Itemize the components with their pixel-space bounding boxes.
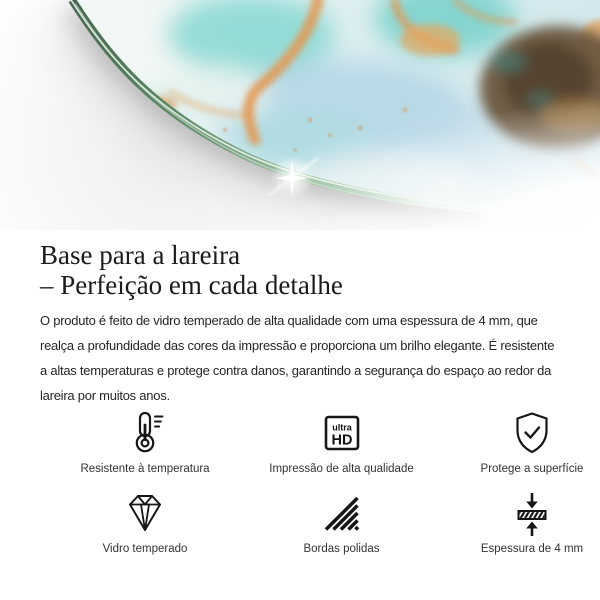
feature-label: Impressão de alta qualidade xyxy=(269,463,414,475)
svg-text:HD: HD xyxy=(331,432,352,449)
feature-print-quality xyxy=(250,410,433,476)
ultra-hd-icon xyxy=(319,410,365,456)
polished-edges-icon xyxy=(319,490,365,536)
thermometer-icon xyxy=(122,410,168,456)
feature-thickness xyxy=(433,490,600,556)
feature-label: Protege a superfície xyxy=(480,463,584,475)
feature-surface-protection xyxy=(433,410,600,476)
feature-label: Vidro temperado xyxy=(102,543,188,555)
product-description: O produto é feito de vidro temperado de alta qualidade com uma espessura de 4 mm, que realça a profundidade das cores da impressão e proporciona um brilho elegante. É resistente a altas temperaturas e protege contra danos, garantindo a segurança do espaço ao redor da lareira por muitos anos. xyxy=(40,313,555,403)
product-image xyxy=(0,0,600,230)
title-line-1: Base para a lareira xyxy=(40,240,241,270)
page-title xyxy=(40,240,560,300)
title-line-2: – Perfeição em cada detalhe xyxy=(40,270,343,300)
feature-label: Espessura de 4 mm xyxy=(480,543,584,555)
svg-text:ultra: ultra xyxy=(331,422,352,433)
diamond-icon xyxy=(122,490,168,536)
feature-temperature xyxy=(40,410,250,476)
feature-label: Resistente à temperatura xyxy=(80,463,210,475)
feature-label: Bordas polidas xyxy=(303,543,380,555)
feature-tempered-glass xyxy=(40,490,250,556)
feature-polished-edges xyxy=(250,490,433,556)
shield-check-icon xyxy=(509,410,555,456)
feature-grid xyxy=(40,410,584,556)
thickness-icon xyxy=(509,490,555,536)
